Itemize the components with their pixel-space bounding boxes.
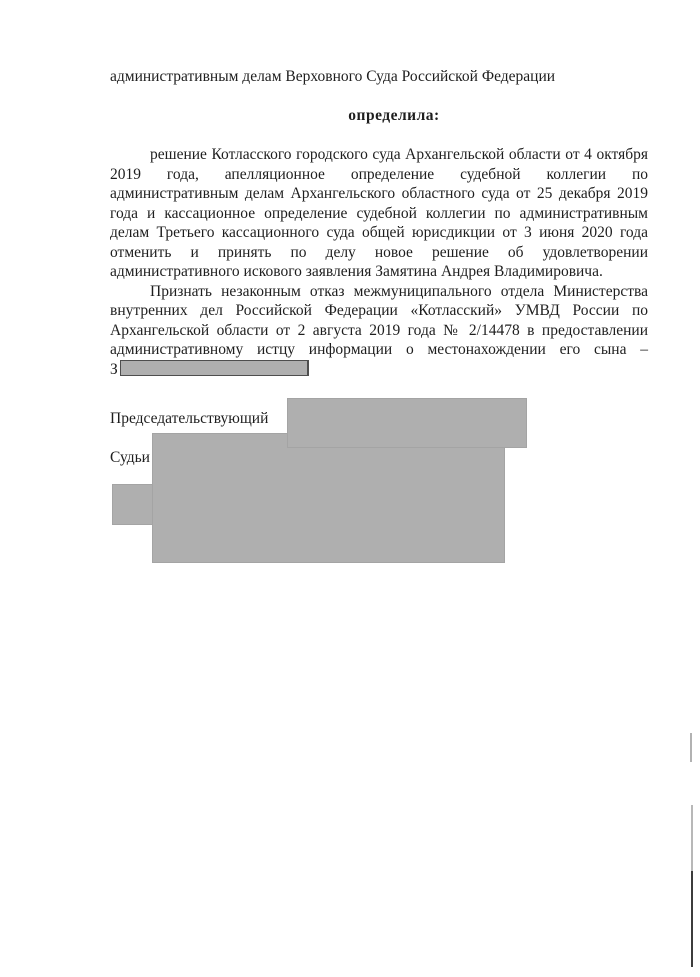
scan-edge-artifact-middle: [691, 805, 693, 871]
redaction-box-name: [120, 360, 309, 376]
judges-label: Судьи: [110, 449, 150, 466]
document-text-column: [110, 67, 648, 379]
presiding-judge-label: Председательствующий: [110, 410, 269, 427]
redacted-name-prefix: З: [110, 360, 118, 378]
redacted-name-line: [110, 360, 648, 380]
redaction-box-signatures-left-step: [112, 484, 153, 525]
scan-edge-artifact-bottom: [691, 871, 693, 967]
redaction-box-signatures-main: [152, 433, 505, 563]
header-continuation-line: административным делам Верховного Суда Российской Федерации: [110, 68, 556, 85]
decision-paragraph-2: Признать незаконным отказ межмуниципального отдела Министерства внутренних дел Российской Федерации «Котласский» УМВД России по Архангельской области от 2 августа 2019 года № 2/14478 в предоставлении административному истцу информации о местонахождении его сына –: [110, 282, 648, 358]
redaction-box-presiding-signature: [287, 398, 527, 448]
resolution-heading: определила:: [348, 106, 440, 124]
scan-edge-artifact-top: [690, 733, 692, 762]
decision-paragraph-1: решение Котласского городского суда Архангельской области от 4 октября 2019 года, апелляционное определение судебной коллегии по административным делам Архангельского областного суда от 25 декабря 2019 года и кассационное определение судебной коллегии по административным делам Третьего кассационного суда общей юрисдикции от 3 июня 2020 года отменить и принять по делу новое решение об удовлетворении административного искового заявления Замятина Андрея Владимировича.: [110, 146, 648, 280]
